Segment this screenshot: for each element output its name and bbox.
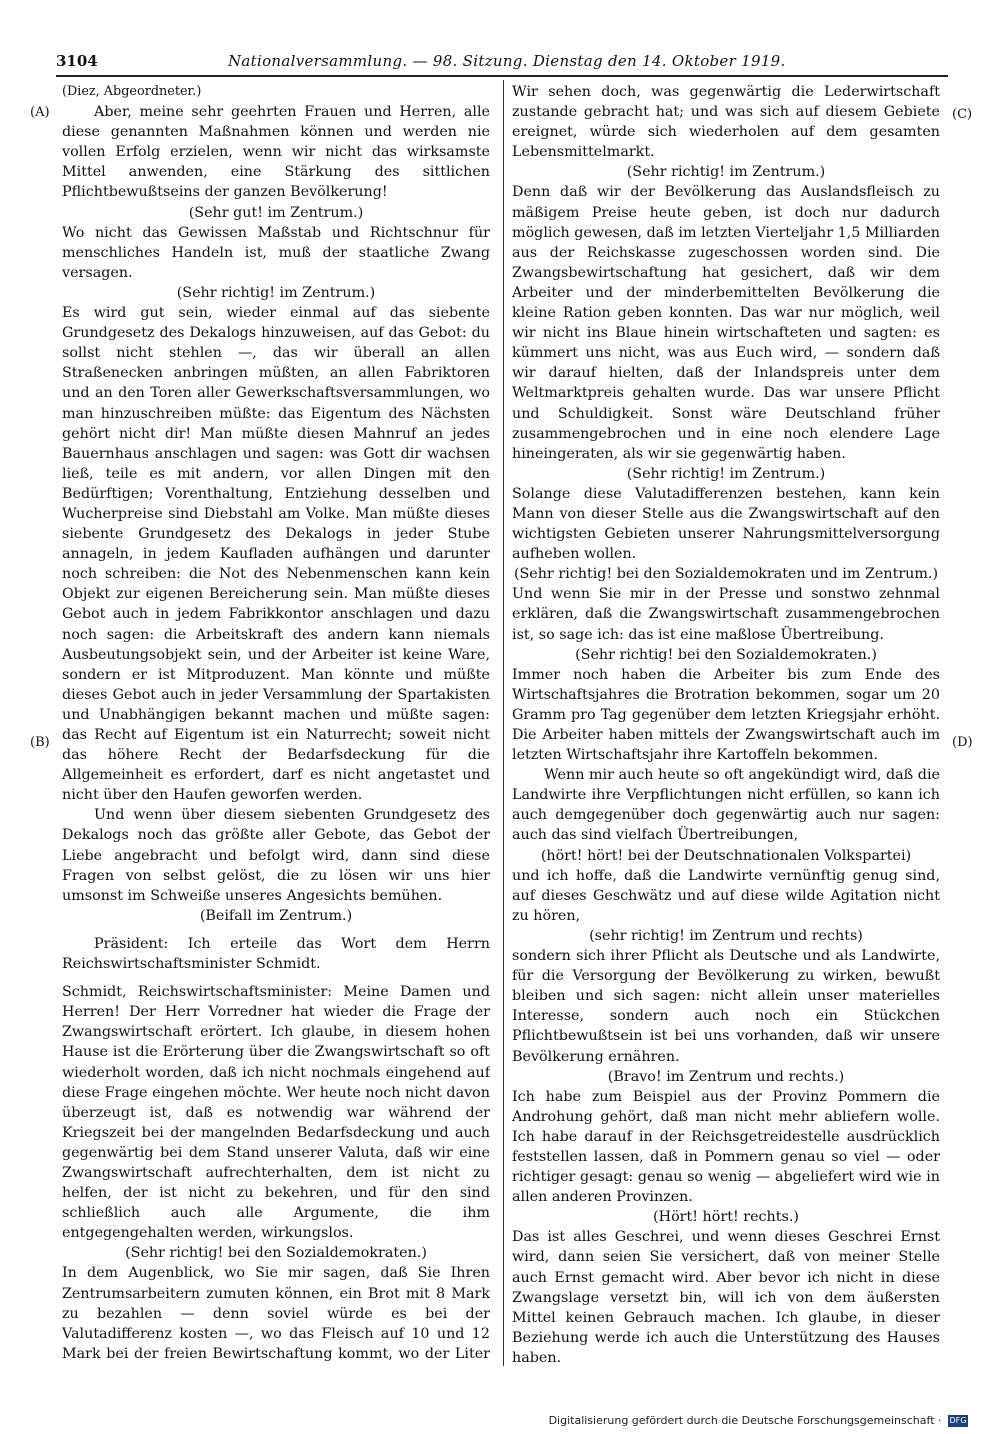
page-number: 3104	[56, 52, 98, 70]
left-column-paragraph: (Sehr richtig! bei den Sozialdemokraten.)	[125, 1245, 427, 1262]
footer-credit: Digitalisierung gefördert durch die Deutsche Forschungsgemeinschaft ·	[548, 1414, 942, 1427]
left-column-paragraph: Wo nicht das Gewissen Maßstab und Richtschnur für menschliches Handeln ist, muß der staatliche Zwang versagen.	[62, 224, 490, 281]
left-column-paragraph: Schmidt, Reichswirtschaftsminister: Meine Damen und Herren! Der Herr Vorredner hat wieder die Frage der Zwangswirtschaft erörtert. Ich glaube, in diesem hohen Hause ist die Erörterung über die Zwangswirtschaft so oft wiederholt worden, daß ich nicht nochmals eingehend auf diese Frage eingehen möchte. Wer heute noch nicht davon überzeugt ist, daß es notwendig war während der Kriegszeit bei der mangelnden Bedarfsdeckung und auch gegenwärtig bei dem Stand unserer Valuta, daß wir eine Zwangswirtschaft aufrechterhalten, dem ist nicht zu helfen, der ist nicht zu bekehren, und für den sind schließlich auch alle Argumente, die ihm entgegengehalten werden, wirkungslos.	[62, 984, 490, 1242]
left-column-paragraph: In dem Augenblick, wo Sie mir sagen, daß Sie Ihren Zentrumsarbeitern zumuten können, ein Brot mit 8 Mark zu bezahlen — denn soviel würde es bei der Valutadifferenz kosten —, wo das Fleisch auf 10 und 12 Mark bei der freien Bewirtschaftung kommt, wo der Liter	[62, 1265, 490, 1362]
right-column-paragraph: (Sehr richtig! bei den Sozialdemokraten.)	[575, 646, 877, 663]
right-column-paragraph: Immer noch haben die Arbeiter bis zum Ende des Wirtschaftsjahres die Brotration bekommen, sogar um 20 Gramm pro Tag gegenüber dem letzten Kriegsjahr erhöht. Die Arbeiter haben mittels der Zwangswirtschaft auch im letzten Wirtschaftsjahr ihre Kartoffeln bekommen.	[512, 666, 940, 764]
page-footer	[549, 1414, 968, 1427]
right-column-paragraph: (sehr richtig! im Zentrum und rechts)	[589, 927, 863, 944]
margin-marker-a: (A)	[30, 105, 50, 120]
left-column-paragraph: (Beifall im Zentrum.)	[199, 907, 353, 924]
right-column-paragraph: (Sehr richtig! im Zentrum.)	[626, 164, 826, 181]
dfg-logo-icon: DFG	[949, 1416, 967, 1425]
margin-marker-d: (D)	[952, 735, 973, 750]
right-column-paragraph: Wir sehen doch, was gegenwärtig die Lederwirtschaft zustande gebracht hat; und was sich auf diesem Gebiete ereignet, würde sich wiederholen auf dem gesamten Lebensmittelmarkt.	[512, 84, 940, 161]
header-rule	[56, 75, 948, 77]
right-column-paragraph: und ich hoffe, daß die Landwirte vernünftig genug sind, auf dieses Geschwätz und auf diese wilde Agitation nicht zu hören,	[512, 867, 940, 924]
right-column	[512, 82, 940, 1367]
running-title: Nationalversammlung. — 98. Sitzung. Dienstag den 14. Oktober 1919.	[228, 52, 786, 70]
left-column-paragraph: Und wenn über diesem siebenten Grundgesetz des Dekalogs noch das größte aller Gebote, das Gebot der Liebe angebracht und befolgt wird, dann sind diese Fragen von selbst gelöst, die zu lösen wir uns hier umsonst im Schweiße unseres Angesichts bemühen.	[62, 807, 490, 904]
right-column-paragraph: Das ist alles Geschrei, und wenn dieses Geschrei Ernst wird, dann seien Sie versichert, daß von meiner Stelle auch Ernst gemacht wird. Aber bevor ich nicht in diese Zwangslage versetzt bin, will ich von dem äußersten Mittel keinen Gebrauch machen. Ich glaube, in dieser Beziehung werde ich auch die Unterstützung des Hauses haben.	[512, 1229, 940, 1366]
right-column-paragraph: Und wenn Sie mir in der Presse und sonstwo zehnmal erklären, daß die Zwangswirtschaft zusammengebrochen ist, so sage ich: das ist eine maßlose Übertreibung.	[512, 586, 940, 643]
left-column-paragraph: (Sehr richtig! im Zentrum.)	[176, 284, 376, 301]
margin-marker-c: (C)	[952, 107, 973, 122]
left-column-paragraph: Präsident: Ich erteile das Wort dem Herrn Reichswirtschaftsminister Schmidt.	[62, 935, 490, 973]
page-header	[56, 48, 948, 74]
right-column-paragraph: (Hört! hört! rechts.)	[653, 1209, 799, 1226]
right-column-paragraph: (Bravo! im Zentrum und rechts.)	[607, 1068, 845, 1085]
right-column-paragraph: (Sehr richtig! im Zentrum.)	[626, 465, 826, 482]
right-column-paragraph: (hört! hört! bei der Deutschnationalen Volkspartei)	[540, 847, 912, 864]
left-column-paragraph: Aber, meine sehr geehrten Frauen und Herren, alle diese genannten Maßnahmen können und werden nie vollen Erfolg erzielen, wenn wir nicht das wirksamste Mittel anwenden, eine Stärkung des sittlichen Pflichtbewußtseins der ganzen Bevölkerung!	[62, 104, 490, 201]
left-column-paragraph: (Diez, Abgeordneter.)	[62, 84, 202, 99]
column-divider	[503, 80, 504, 1366]
right-column-paragraph: Ich habe zum Beispiel aus der Provinz Pommern die Androhung gehört, daß man nicht mehr abliefern wolle. Ich habe darauf in der Reichsgetreidestelle ausdrücklich feststellen lassen, daß in Pommern genau so viel — oder richtiger gesagt: genau so wenig — abgeliefert wird wie in allen anderen Provinzen.	[512, 1088, 940, 1206]
left-column-paragraph: (Sehr gut! im Zentrum.)	[188, 204, 364, 221]
left-column-paragraph: Es wird gut sein, wieder einmal auf das siebente Grundgesetz des Dekalogs hinzuweisen, auf das Gebot: du sollst nicht stehlen —, das wir überall an allen Straßenecken anbringen müßten, an allen Fabriktoren und an den Toren aller Gewerkschaftsversammlungen, wo man hinzuschreiben müßte: das Eigentum des Nächsten gehört nicht dir! Man müßte diesen Mahnruf an jedes Bauernhaus anschlagen und sagen: was Gott dir wachsen ließ, teile es mit andern, vor allen Dingen mit den Bedürftigen; Vorenthaltung, Entziehung desselben und Wucherpreise sind Diebstahl am Volke. Man müßte dieses siebente Grundgesetz des Dekalogs in jeder Stube annageln, in jedem Kaufladen aufhängen und darunter noch schreiben: die Not des Nebenmenschen kann kein Objekt zur eigenen Bereicherung sein. Man müßte dieses Gebot auch in jedem Fabrikkontor anschlagen und dazu noch sagen: die Arbeitskraft des andern kann niemals Ausbeutungsobjekt sein, und der Arbeiter ist keine Ware, sondern er ist Mitproduzent. Man könnte und müßte dieses Gebot auch in jeder Versammlung der Spartakisten und Unabhängigen bekannt machen und müßte sagen: das Recht auf Eigentum ist ein Naturrecht; soweit nicht das höhere Recht der Bedarfsdeckung für die Allgemeinheit es erfordert, darf es nicht angetastet und nicht über den Haufen geworfen werden.	[62, 305, 490, 804]
right-column-paragraph: Denn daß wir der Bevölkerung das Auslandsfleisch zu mäßigem Preise heute geben, ist doch nur dadurch möglich gewesen, daß im letzten Vierteljahr 1,5 Milliarden aus der Reichskasse zugeschossen worden sind. Die Zwangsbewirtschaftung hat gesichert, daß wir dem Arbeiter und der minderbemittelten Bevölkerung die kleine Ration geben konnten. Das war nur möglich, weil wir nicht ins Blaue hinein wirtschafteten und sagten: es kümmert uns nicht, was aus Euch wird, — sondern daß wir darauf hielten, daß der Inlandspreis unter dem Weltmarktpreis gehalten wurde. Das war unsere Pflicht und Schuldigkeit. Sonst wäre Deutschland früher zusammengebrochen und in eine noch elendere Lage hineingeraten, als wir sie gegenwärtig haben.	[512, 184, 940, 462]
right-column-paragraph: sondern sich ihrer Pflicht als Deutsche und als Landwirte, für die Versorgung der Bevölkerung zu wirken, bewußt bleiben und sich sagen: nicht allein unser materielles Interesse, sondern auch noch ein Stückchen Pflichtbewußtsein ist bei uns vorhanden, daß wir unsere Bevölkerung ernähren.	[512, 948, 940, 1065]
left-column	[62, 82, 490, 1367]
right-column-paragraph: Solange diese Valutadifferenzen bestehen, kann kein Mann von dieser Stelle aus die Zwangswirtschaft auf den wichtigsten Gebieten unserer Nahrungsmittelversorgung aufheben wollen.	[512, 485, 940, 563]
right-column-paragraph: Wenn mir auch heute so oft angekündigt wird, daß die Landwirte ihre Verpflichtungen nicht erfüllen, so kann ich auch demgegenüber doch gegenwärtig auch nur sagen: auch das sind vielfach Übertreibungen,	[512, 767, 940, 844]
right-column-paragraph: (Sehr richtig! bei den Sozialdemokraten und im Zentrum.)	[513, 566, 939, 583]
margin-marker-b: (B)	[30, 735, 50, 750]
